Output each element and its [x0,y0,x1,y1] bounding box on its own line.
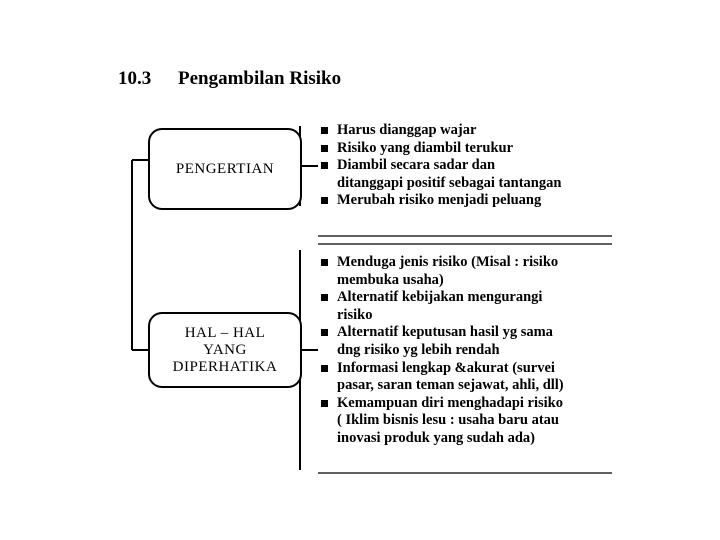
section-number: 10.3 [118,68,152,89]
list-item: Risiko yang diambil terukur [320,140,620,158]
square-bullet-icon [321,145,328,152]
square-bullet-icon [321,400,328,407]
square-bullet-icon [321,294,328,301]
pengertian-list [320,122,620,210]
list-item: Diambil secara sadar dan ditanggapi positif sebagai tantangan [320,157,620,192]
list-item: Menduga jenis risiko (Misal : risiko membuka usaha) [320,254,620,289]
square-bullet-icon [321,259,328,266]
square-bullet-icon [321,197,328,204]
list-item: Harus dianggap wajar [320,122,620,140]
box-hal-hal [148,312,302,388]
box-pengertian [148,128,302,210]
list-item: Informasi lengkap &akurat (survei pasar, saran teman sejawat, ahli, dll) [320,360,620,395]
list-item: Alternatif keputusan hasil yg sama dng risiko yg lebih rendah [320,324,620,359]
square-bullet-icon [321,127,328,134]
list-item: Kemampuan diri menghadapi risiko ( Iklim bisnis lesu : usaha baru atau inovasi produk yang sudah ada) [320,395,620,448]
list-item: Merubah risiko menjadi peluang [320,192,620,210]
list-item: Alternatif kebijakan mengurangi risiko [320,289,620,324]
square-bullet-icon [321,162,328,169]
box-label-hal-hal: HAL – HAL YANG DIPERHATIKA [172,324,278,375]
section-title: Pengambilan Risiko [178,68,342,89]
square-bullet-icon [321,329,328,336]
hal-hal-list [320,254,620,448]
square-bullet-icon [321,365,328,372]
box-label-pengertian: PENGERTIAN [175,160,275,177]
